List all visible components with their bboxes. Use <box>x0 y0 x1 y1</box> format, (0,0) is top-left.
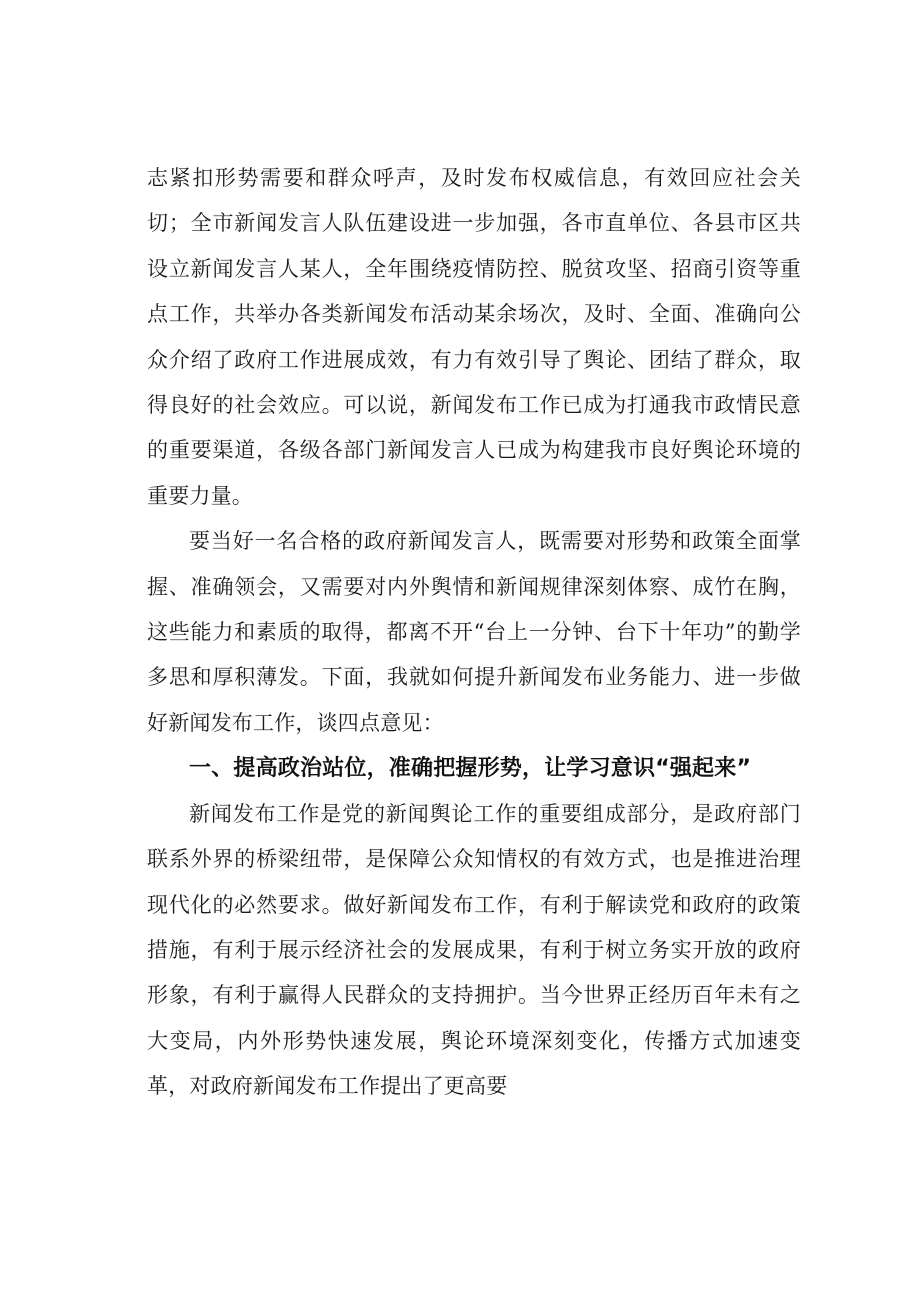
document-body <box>147 156 801 1110</box>
paragraph-intro: 要当好一名合格的政府新闻发言人，既需要对形势和政策全面掌握、准确领会，又需要对内外舆情和新闻规律深刻体察、成竹在胸，这些能力和素质的取得，都离不开“台上一分钟、台下十年功”的勤学多思和厚积薄发。下面，我就如何提升新闻发布业务能力、进一步做好新闻发布工作，谈四点意见： <box>147 529 801 735</box>
paragraph-continuation: 志紧扣形势需要和群众呼声，及时发布权威信息，有效回应社会关切；全市新闻发言人队伍建设进一步加强，各市直单位、各县市区共设立新闻发言人某人，全年围绕疫情防控、脱贫攻坚、招商引资等重点工作，共举办各类新闻发布活动某余场次，及时、全面、准确向公众介绍了政府工作进展成效，有力有效引导了舆论、团结了群众，取得良好的社会效应。可以说，新闻发布工作已成为打通我市政情民意的重要渠道，各级各部门新闻发言人已成为构建我市良好舆论环境的重要力量。 <box>147 166 801 508</box>
paragraph-section-body: 新闻发布工作是党的新闻舆论工作的重要组成部分，是政府部门联系外界的桥梁纽带，是保障公众知情权的有效方式，也是推进治理现代化的必然要求。做好新闻发布工作，有利于解读党和政府的政策措施，有利于展示经济社会的发展成果，有利于树立务实开放的政府形象，有利于赢得人民群众的支持拥护。当今世界正经历百年未有之大变局，内外形势快速发展，舆论环境深刻变化，传播方式加速变革，对政府新闻发布工作提出了更高要 <box>147 801 801 1099</box>
section-heading: 一、提高政治站位，准确把握形势，让学习意识“强起来” <box>189 756 752 782</box>
